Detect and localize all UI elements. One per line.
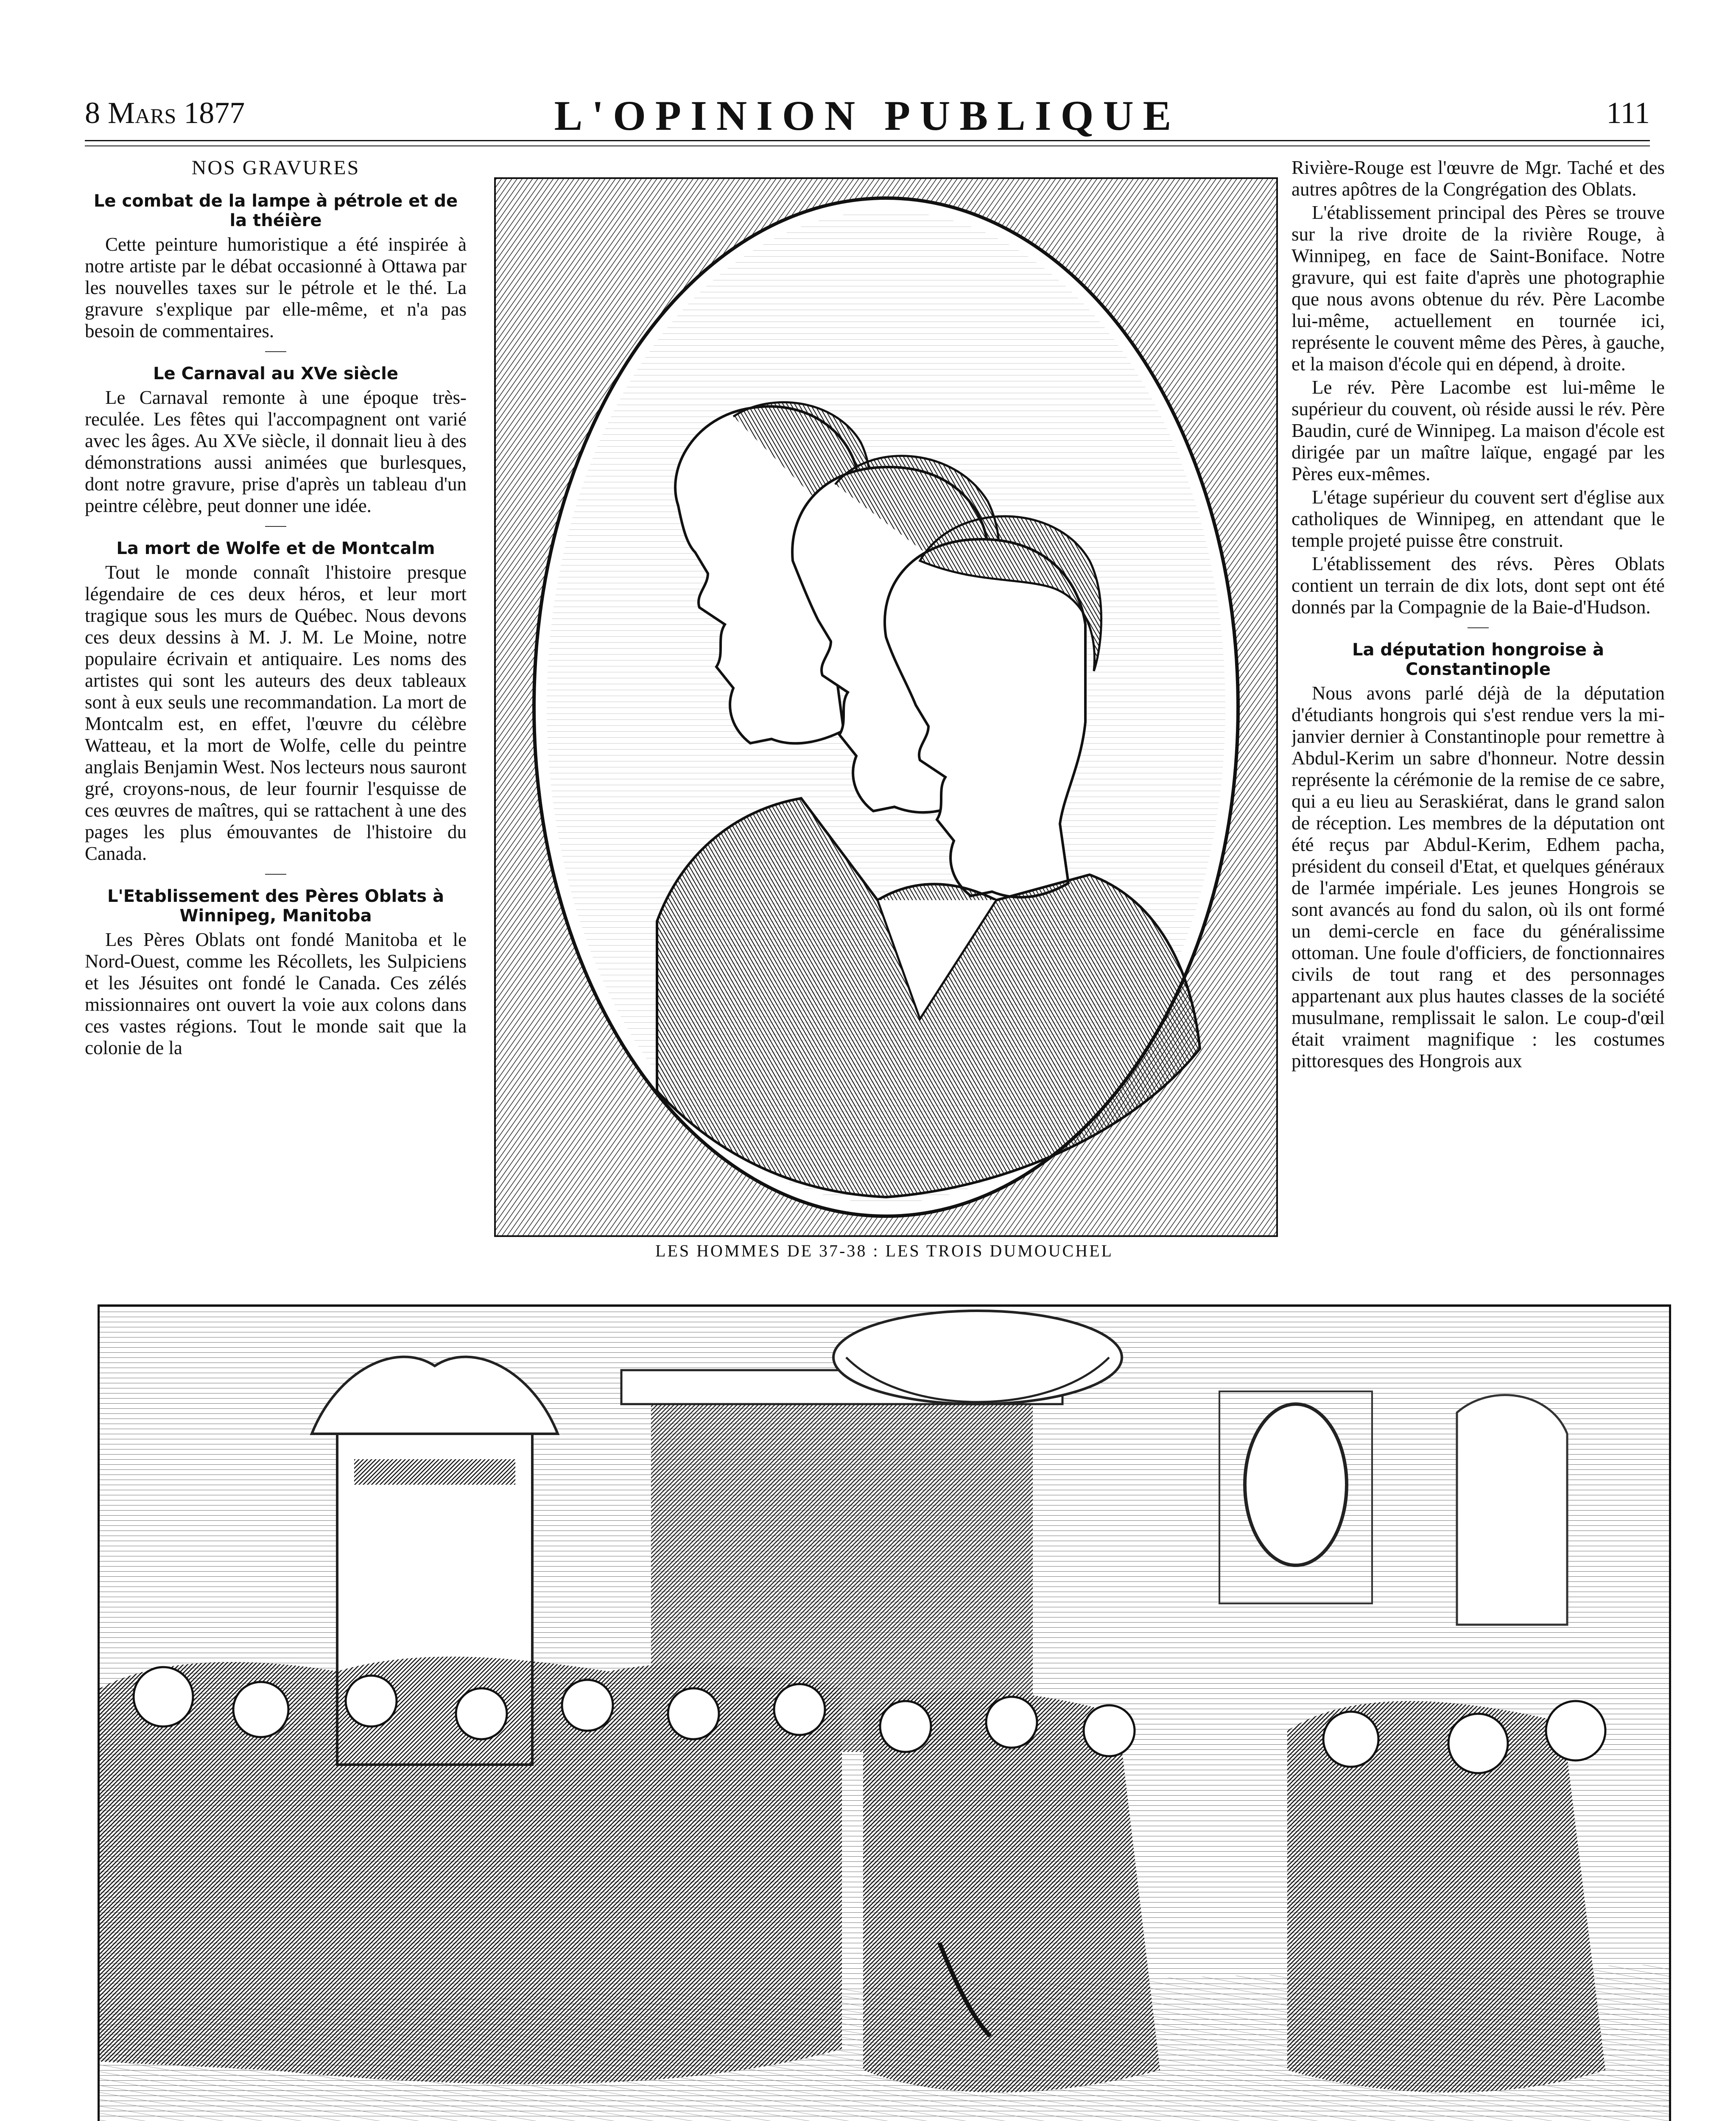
- article-paragraph: L'étage supérieur du couvent sert d'église aux catholiques de Winnipeg, en attendant que le temple projeté puisse être construit.: [1292, 487, 1665, 551]
- article-title: La députation hongroise à Constantinople: [1352, 640, 1604, 679]
- page-number: 111: [1606, 96, 1650, 130]
- separator: [265, 351, 286, 352]
- newspaper-title: L'OPINION PUBLIQUE: [554, 92, 1181, 139]
- portrait-engraving: [494, 177, 1278, 1237]
- reception-hall-illustration: [100, 1307, 1669, 2121]
- separator: [1468, 627, 1489, 628]
- portrait-caption: LES HOMMES DE 37-38 : LES TROIS DUMOUCHEL: [655, 1241, 1113, 1260]
- article-paragraph: Cette peinture humoristique a été inspirée à notre artiste par le débat occasionné à Ottawa par les nouvelles taxes sur le pétrole et le thé. La gravure s'explique par elle-même, et n'a pas besoin de commentaires.: [85, 234, 467, 341]
- article-title: La mort de Wolfe et de Montcalm: [116, 539, 435, 558]
- article-paragraph: Le rév. Père Lacombe est lui-même le supérieur du couvent, où réside aussi le rév. Père Baudin, curé de Winnipeg. La maison d'école est dirigée par un maître laïque, engagé par les Pères eux-mêmes.: [1292, 377, 1665, 484]
- article-paragraph: Les Pères Oblats ont fondé Manitoba et le Nord-Ouest, comme les Récollets, les Sulpiciens et les Jésuites ont fondé le Canada. Ces zélés missionnaires ont ouvert la voie aux colons dans ces vastes régions. Tout le monde sait que la colonie de la: [85, 929, 467, 1058]
- header-rule: [85, 140, 1650, 146]
- article-paragraph: L'établissement des révs. Pères Oblats contient un terrain de dix lots, dont sept ont été donnés par la Compagnie de la Baie-d'Hudson.: [1292, 553, 1665, 618]
- article-title: Le combat de la lampe à pétrole et de la théière: [93, 191, 458, 230]
- right-column: [1292, 157, 1665, 1251]
- article-paragraph: Tout le monde connaît l'histoire presque légendaire de ces deux héros, et leur mort tragique sous les murs de Québec. Nous devons ces deux dessins à M. J. M. Le Moine, notre populaire écrivain et antiquaire. Les noms des artistes qui sont les auteurs des deux tableaux sont à eux seuls une recommandation. La mort de Montcalm est, en effet, l'œuvre du célèbre Watteau, et la mort de Wolfe, celle du peintre anglais Benjamin West. Nos lecteurs nous sauront gré, croyons-nous, de leur fournir l'esquisse de ces œuvres de maîtres, qui se rattachent à une des pages les plus émouvantes de l'histoire du Canada.: [85, 562, 467, 864]
- article-paragraph: L'établissement principal des Pères se trouve sur la rive droite de la rivière Rouge, à Winnipeg, en face de Saint-Boniface. Notre gravure, qui est faite d'après une photographie que nous avons obtenue du rév. Père Lacombe lui-même, actuellement en tournée ici, représente le couvent même des Pères, à gauche, et la maison d'école qui en dépend, à droite.: [1292, 202, 1665, 375]
- three-profiles-illustration: [496, 179, 1276, 1235]
- section-title: NOS GRAVURES: [191, 157, 360, 179]
- article-paragraph: Le Carnaval remonte à une époque très-reculée. Les fêtes qui l'accompagnent ont varié avec les âges. Au XVe siècle, il donnait lieu à des démonstrations aussi animées que burlesques, dont notre gravure, prise d'après un tableau d'un peintre célèbre, peut donner une idée.: [85, 387, 467, 516]
- separator: [265, 526, 286, 527]
- masthead: [85, 91, 1650, 138]
- article-paragraph: Nous avons parlé déjà de la députation d'étudiants hongrois qui s'est rendue vers la mi-janvier dernier à Constantinople pour remettre à Abdul-Kerim un sabre d'honneur. Notre dessin représente la cérémonie de la remise de ce sabre, qui a eu lieu au Seraskiérat, dans le grand salon de réception. Les membres de la députation ont été reçus par Abdul-Kerim, Edhem pacha, président du conseil d'Etat, et quelques généraux de l'armée impériale. Les jeunes Hongrois se sont avancés au fond du salon, où ils ont formé un demi-cercle en face du généralissime ottoman. Une foule d'officiers, de fonctionnaires civils de tout rang et des personnages appartenant aux plus hautes classes de la société musulmane, remplissait le salon. Le coup-d'œil était vraiment magnifique : les costumes pittoresques des Hongrois aux: [1292, 683, 1665, 1072]
- article-title: L'Etablissement des Pères Oblats à Winnipeg, Manitoba: [107, 887, 444, 926]
- constantinople-engraving: [98, 1304, 1671, 2121]
- continued-paragraph: Rivière-Rouge est l'œuvre de Mgr. Taché et des autres apôtres de la Congrégation des Oblats.: [1292, 157, 1665, 200]
- separator: [265, 874, 286, 875]
- left-column: [85, 157, 467, 1239]
- issue-date: 8 Mars 1877: [85, 96, 245, 130]
- article-title: Le Carnaval au XVe siècle: [153, 364, 399, 383]
